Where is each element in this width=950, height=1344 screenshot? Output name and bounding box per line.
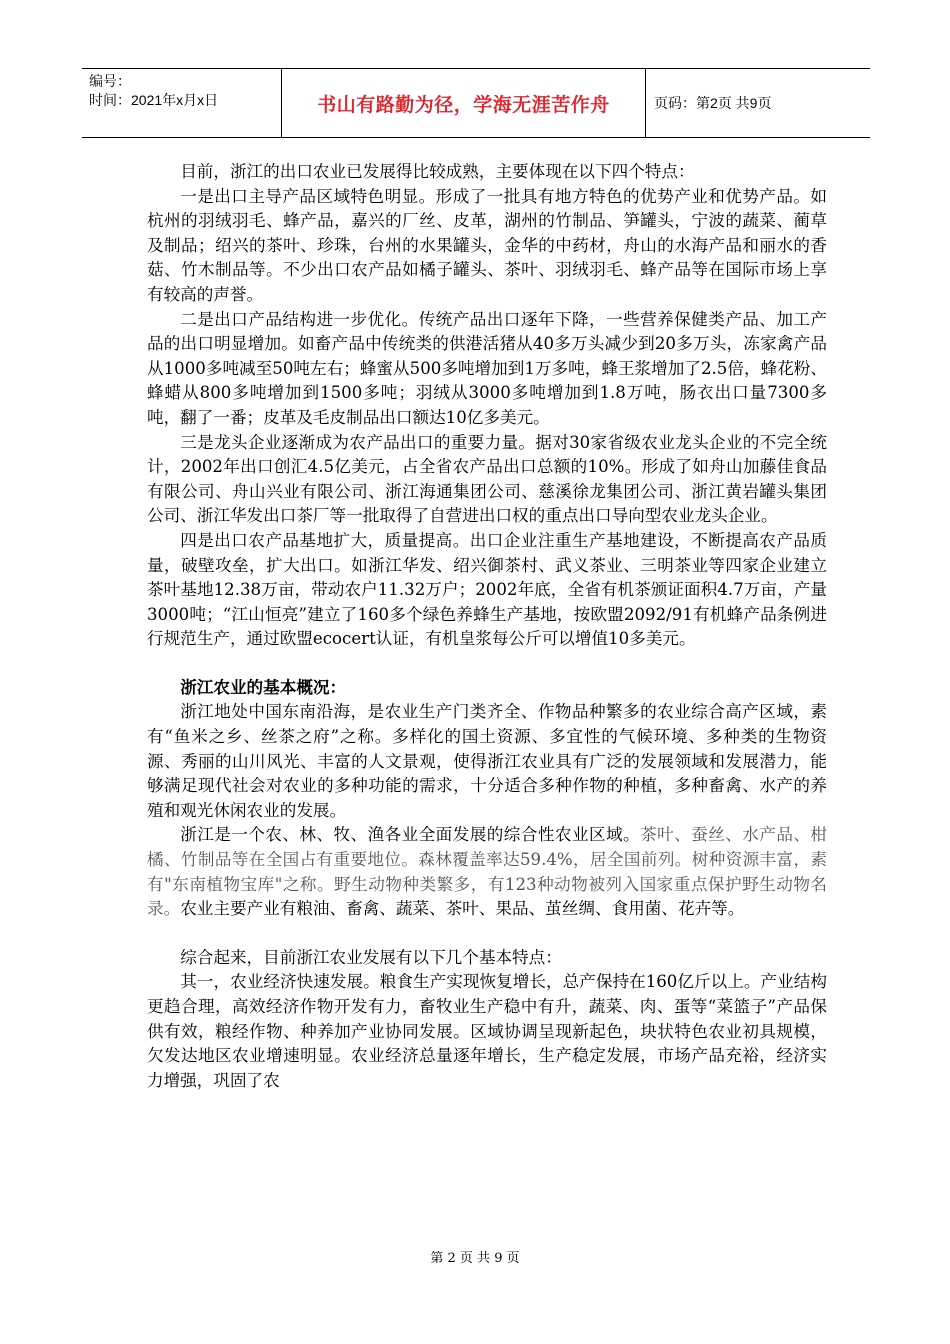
paragraph-point-1: 其一，农业经济快速发展。粮食生产实现恢复增长，总产保持在160亿斤以上。产业结构更趋合理，高效经济作物开发有力，畜牧业生产稳中有升，蔬菜、肉、蛋等“菜篮子”产品保供有效，粮经作物、种养加产业协同发展。区域协调呈现新起色，块状特色农业初具规模，欠发达地区农业增速明显。农业经济总量逐年增长，生产稳定发展，市场产品充裕，经济实力增强，巩固了农 bbox=[147, 972, 827, 1090]
header-page-label: 页码：第2页 共9页 bbox=[654, 95, 772, 111]
paragraph-summary: 综合起来，目前浙江农业发展有以下几个基本特点： bbox=[180, 947, 562, 967]
page-header bbox=[82, 68, 870, 138]
header-motto: 书山有路勤为径，学海无涯苦作舟 bbox=[282, 69, 646, 137]
text-segment: 农业主要产业有粮油、畜禽、蔬菜、茶叶、果品、茧丝绸、食用菌、花卉等。 bbox=[180, 899, 745, 919]
text-segment-gray: 茶叶、蚕丝、水产品、柑橘、竹制品等在全国占有重要地位。森林覆盖率达59.4%，居全国前列。树种资源丰富，素有"东南植物宝库"之称。野生动物种类繁多，有123种动物被列入国家重点保护野生动物名录。 bbox=[147, 825, 828, 919]
paragraph-feature-3: 三是龙头企业逐渐成为农产品出口的重要力量。据对30家省级农业龙头企业的不完全统计，2002年出口创汇4.5亿美元，占全省农产品出口总额的10%。形成了如舟山加藤佳食品有限公司、舟山兴业有限公司、浙江海通集团公司、慈溪徐龙集团公司、浙江黄岩罐头集团公司、浙江华发出口茶厂等一批取得了自营进出口权的重点出口导向型农业龙头企业。 bbox=[147, 432, 827, 526]
document-number-label: 编号： bbox=[89, 73, 131, 89]
paragraph-agriculture-region bbox=[147, 823, 827, 921]
document-date-label: 时间：2021年x月x日 bbox=[89, 92, 219, 108]
spacer bbox=[147, 922, 827, 946]
paragraph-feature-2: 二是出口产品结构进一步优化。传统产品出口逐年下降，一些营养保健类产品、加工产品的出口明显增加。如畜产品中传统类的供港活猪从40多万头减少到20多万头，冻家禽产品从1000多吨减至50吨左右；蜂蜜从500多吨增加到1万多吨，蜂王浆增加了2.5倍，蜂花粉、蜂蜡从800多吨增加到1500多吨；羽绒从3000多吨增加到1.8万吨，肠衣出口量7300多吨，翻了一番；皮革及毛皮制品出口额达10亿多美元。 bbox=[147, 309, 827, 427]
header-meta bbox=[82, 69, 282, 137]
section-heading: 浙江农业的基本概况： bbox=[180, 677, 347, 697]
paragraph-overview: 浙江地处中国东南沿海，是农业生产门类齐全、作物品种繁多的农业综合高产区域，素有“鱼米之乡、丝茶之府”之称。多样化的国土资源、多宜性的气候环境、多种类的生物资源、秀丽的山川风光、丰富的人文景观，使得浙江农业具有广泛的发展领域和发展潜力，能够满足现代社会对农业的多种功能的需求，十分适合多种作物的种植，多种畜禽、水产的养殖和观光休闲农业的发展。 bbox=[147, 702, 827, 820]
paragraph-feature-4: 四是出口农产品基地扩大，质量提高。出口企业注重生产基地建设，不断提高农产品质量，破壁攻垒，扩大出口。如浙江华发、绍兴御茶村、武义茶业、三明茶业等四家企业建立茶叶基地12.38万亩，带动农户11.32万户；2002年底，全省有机茶颁证面积4.7万亩，产量3000吨；“江山恒亮”建立了160多个绿色养蜂生产基地，按欧盟2092/91有机蜂产品条例进行规范生产，通过欧盟ecocert认证，有机皇浆每公斤可以增值10多美元。 bbox=[147, 530, 827, 649]
text-segment: 浙江是一个农、林、牧、渔各业全面发展的综合性农业区域。 bbox=[180, 825, 641, 845]
page-footer: 第 2 页 共 9 页 bbox=[430, 1251, 520, 1266]
paragraph-intro: 目前，浙江的出口农业已发展得比较成熟，主要体现在以下四个特点： bbox=[180, 162, 695, 181]
document-body bbox=[147, 160, 827, 1093]
paragraph-feature-1: 一是出口主导产品区域特色明显。形成了一批具有地方特色的优势产业和优势产品。如杭州的羽绒羽毛、蜂产品，嘉兴的厂丝、皮革，湖州的竹制品、笋罐头，宁波的蔬菜、蔺草及制品；绍兴的茶叶、珍珠，台州的水果罐头，金华的中药材，舟山的水海产品和丽水的香菇、竹木制品等。不少出口农产品如橘子罐头、茶叶、羽绒羽毛、蜂产品等在国际市场上享有较高的声誉。 bbox=[147, 186, 827, 304]
spacer bbox=[147, 652, 827, 676]
